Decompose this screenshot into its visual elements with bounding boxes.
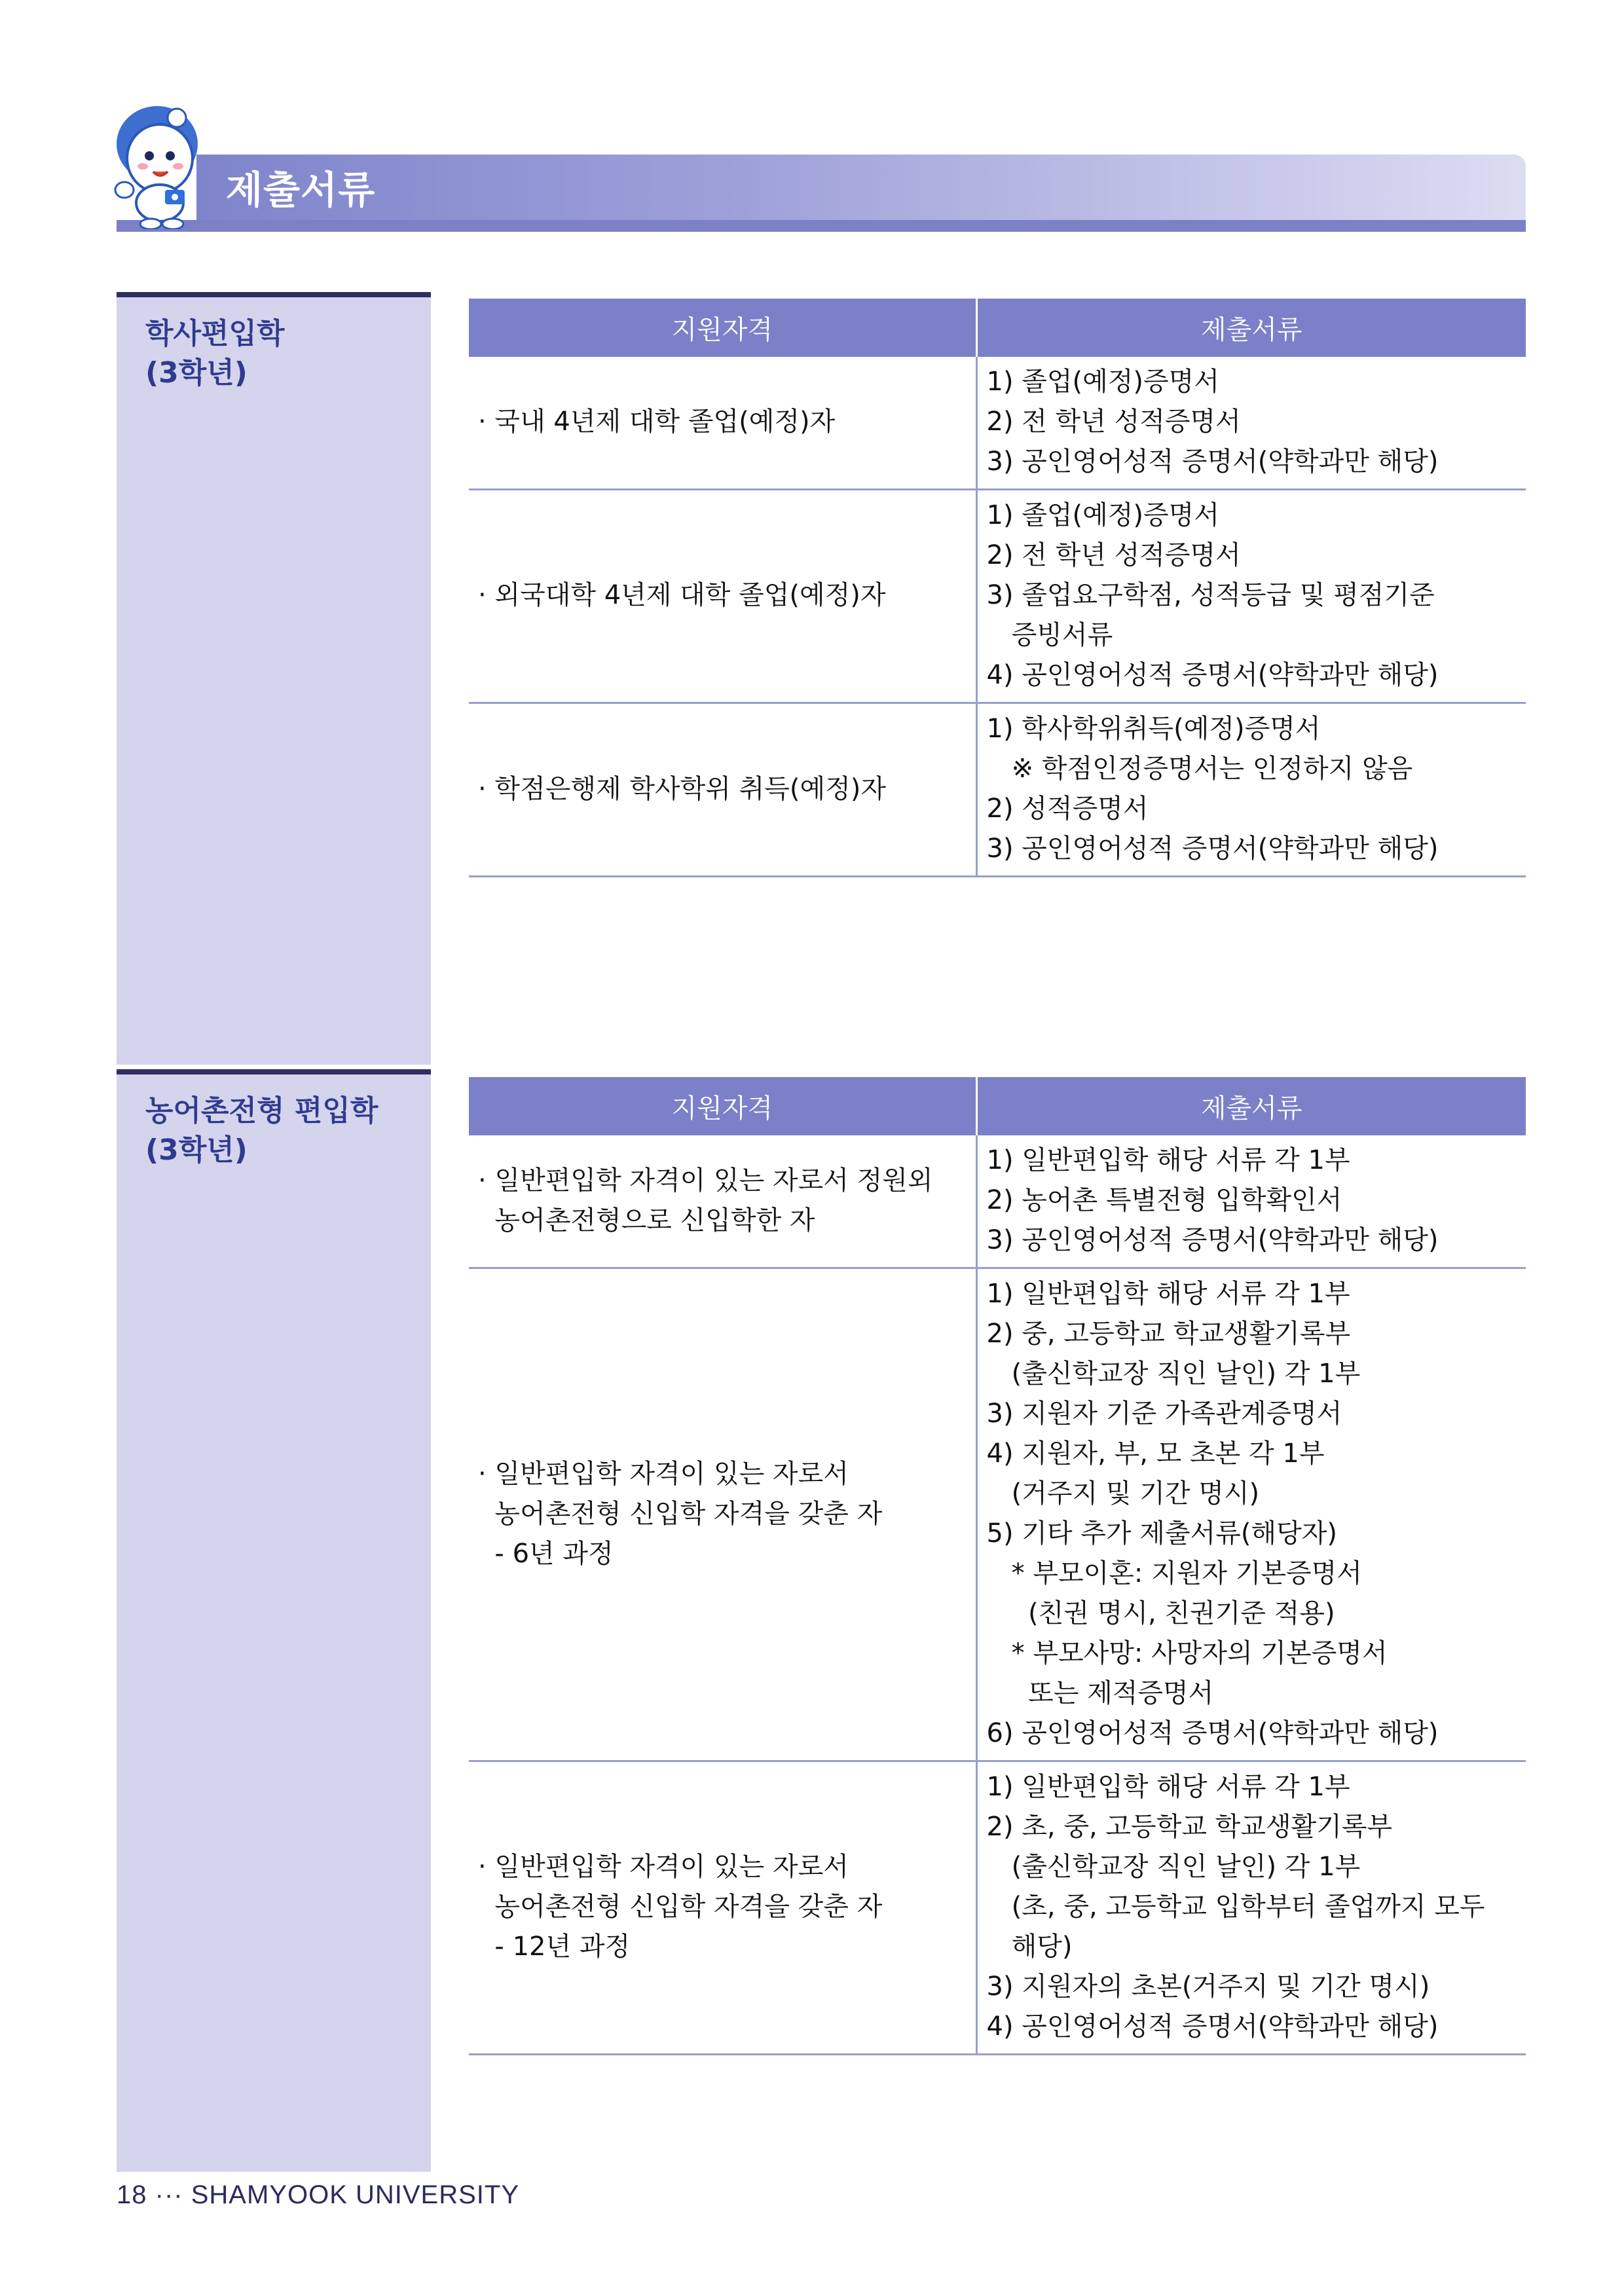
document-line: 2) 전 학년 성적증명서	[986, 540, 1241, 570]
documents-cell	[976, 1135, 1526, 1268]
document-line: (출신학교장 직인 날인) 각 1부	[986, 1359, 1361, 1389]
section-divider	[117, 1065, 431, 1069]
table-row	[469, 490, 1526, 703]
qualification-line: - 12년 과정	[478, 1932, 631, 1962]
table-header-row	[469, 1077, 1526, 1135]
qualification-line: · 일반편입학 자격이 있는 자로서 정원외	[478, 1165, 933, 1196]
section-label-panel	[117, 1069, 431, 2172]
title-banner	[196, 155, 1526, 223]
document-line: 3) 공인영어성적 증명서(약학과만 해당)	[986, 1225, 1439, 1255]
page-title: 제출서류	[226, 168, 376, 212]
document-line: * 부모사망: 사망자의 기본증명서	[986, 1638, 1388, 1668]
qualification-line: 농어촌전형 신입학 자격을 갖춘 자	[478, 1498, 883, 1529]
column-header-qualification: 지원자격	[469, 299, 976, 357]
document-line: 1) 일반편입학 해당 서류 각 1부	[986, 1772, 1350, 1802]
document-line: 4) 지원자, 부, 모 초본 각 1부	[986, 1439, 1325, 1469]
document-line: 4) 공인영어성적 증명서(약학과만 해당)	[986, 660, 1439, 690]
page-footer	[117, 2175, 519, 2214]
qualification-cell	[469, 703, 976, 877]
document-line: 3) 공인영어성적 증명서(약학과만 해당)	[986, 447, 1439, 477]
document-line: 2) 농어촌 특별전형 입학확인서	[986, 1185, 1342, 1215]
document-line: 해당)	[986, 1932, 1073, 1962]
mascot-icon	[105, 98, 216, 229]
table-row	[469, 1135, 1526, 1268]
documents-table	[469, 1077, 1526, 2055]
qualification-cell	[469, 357, 976, 490]
document-line: 2) 초, 중, 고등학교 학교생활기록부	[986, 1812, 1393, 1842]
table-row	[469, 1268, 1526, 1761]
qualification-cell	[469, 1761, 976, 2055]
qualification-line: 농어촌전형 신입학 자격을 갖춘 자	[478, 1892, 883, 1922]
qualification-line: 농어촌전형으로 신입학한 자	[478, 1205, 815, 1236]
section-label	[145, 1092, 378, 1170]
column-header-documents: 제출서류	[976, 299, 1526, 357]
document-line: 3) 졸업요구학점, 성적등급 및 평점기준	[986, 580, 1435, 610]
title-underline	[117, 220, 1526, 232]
page-number: 18	[117, 2180, 147, 2209]
documents-cell	[976, 1268, 1526, 1761]
document-line: 2) 중, 고등학교 학교생활기록부	[986, 1319, 1351, 1349]
qualification-line: · 국내 4년제 대학 졸업(예정)자	[478, 407, 836, 437]
document-line: (친권 명시, 친권기준 적용)	[986, 1598, 1335, 1628]
document-line: (출신학교장 직인 날인) 각 1부	[986, 1852, 1361, 1882]
documents-cell	[976, 490, 1526, 703]
document-line: (초, 중, 고등학교 입학부터 졸업까지 모두	[986, 1892, 1485, 1922]
column-header-qualification: 지원자격	[469, 1077, 976, 1135]
table-body	[469, 357, 1526, 877]
document-line: ※ 학점인정증명서는 인정하지 않음	[986, 754, 1413, 784]
document-line: * 부모이혼: 지원자 기본증명서	[986, 1558, 1362, 1588]
table-body	[469, 1135, 1526, 2055]
table-header-row	[469, 299, 1526, 357]
document-line: 증빙서류	[986, 620, 1113, 650]
table-row	[469, 1761, 1526, 2055]
document-line: 3) 공인영어성적 증명서(약학과만 해당)	[986, 834, 1439, 864]
document-line: 1) 일반편입학 해당 서류 각 1부	[986, 1145, 1350, 1175]
university-name: SHAMYOOK UNIVERSITY	[191, 2180, 520, 2209]
section-label-line: 농어촌전형 편입학	[145, 1094, 378, 1128]
documents-cell	[976, 1761, 1526, 2055]
section-label	[145, 314, 285, 393]
document-line: 5) 기타 추가 제출서류(해당자)	[986, 1518, 1337, 1549]
document-line: 또는 제적증명서	[986, 1678, 1214, 1708]
section-label-line: 학사편입학	[145, 317, 285, 350]
document-line: 1) 졸업(예정)증명서	[986, 500, 1219, 530]
qualification-cell	[469, 490, 976, 703]
document-line: 3) 지원자의 초본(거주지 및 기간 명시)	[986, 1972, 1430, 2002]
qualification-line: · 학점은행제 학사학위 취득(예정)자	[478, 773, 887, 804]
document-line: 1) 일반편입학 해당 서류 각 1부	[986, 1279, 1350, 1309]
qualification-line: - 6년 과정	[478, 1538, 614, 1569]
documents-cell	[976, 703, 1526, 877]
column-header-documents: 제출서류	[976, 1077, 1526, 1135]
section-label-panel	[117, 292, 431, 1070]
documents-cell	[976, 357, 1526, 490]
document-line: 6) 공인영어성적 증명서(약학과만 해당)	[986, 1718, 1439, 1748]
qualification-cell	[469, 1135, 976, 1268]
documents-table	[469, 299, 1526, 877]
qualification-line: · 일반편입학 자격이 있는 자로서	[478, 1458, 849, 1489]
document-line: 2) 성적증명서	[986, 794, 1149, 824]
document-line: (거주지 및 기간 명시)	[986, 1478, 1260, 1509]
document-line: 4) 공인영어성적 증명서(약학과만 해당)	[986, 2011, 1439, 2042]
section-label-line: (3학년)	[145, 1133, 248, 1167]
section-label-line: (3학년)	[145, 356, 248, 390]
document-line: 3) 지원자 기준 가족관계증명서	[986, 1399, 1342, 1429]
qualification-line: · 외국대학 4년제 대학 졸업(예정)자	[478, 580, 886, 610]
qualification-line: · 일반편입학 자격이 있는 자로서	[478, 1852, 849, 1882]
document-line: 1) 학사학위취득(예정)증명서	[986, 714, 1321, 744]
document-line: 1) 졸업(예정)증명서	[986, 367, 1219, 397]
table-row	[469, 703, 1526, 877]
qualification-cell	[469, 1268, 976, 1761]
document-line: 2) 전 학년 성적증명서	[986, 407, 1241, 437]
footer-separator: ···	[155, 2180, 183, 2209]
table-row	[469, 357, 1526, 490]
